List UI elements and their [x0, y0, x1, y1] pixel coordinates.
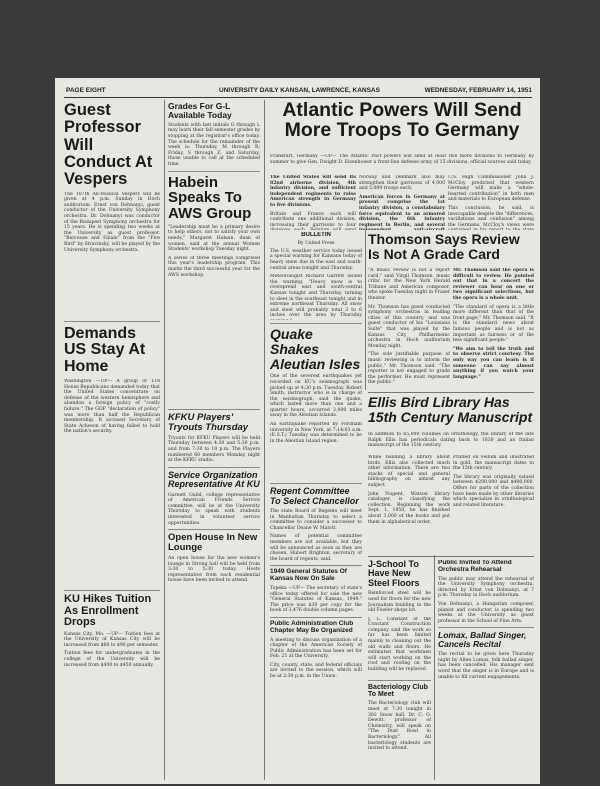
- thomson-p4: Mr. Thomson said the opera is difficult to review. He pointed out that in a concert the reviewer can hear on one or two significant selections, but the opera is a whole unit.: [453, 268, 534, 301]
- jschool-story: Reinforced steel will be used for floors for the new Journalism building in the old Fowler shops lot.: [368, 591, 431, 614]
- thomson-p3: "The sole justifiable purpose of music reviewing is to inform the public," Mr. Thomson said. "The reporter is not engaged to grade the performer. He must represent the public.": [368, 352, 450, 386]
- tuition-headline: KU Hikes Tuition As Enrollment Drops: [64, 592, 152, 629]
- stay-at-home-headline: Demands US Stay At Home: [64, 324, 146, 376]
- bacteriology-story: The Bacteriology club will meet at 7:30 tonight in 302 Snow hall. Dr. C. O. Dewitt, professor of Chemistry, will speak on "The Dust Bowl in Bacteriology." All bacteriology students are invited to attend.: [368, 701, 431, 752]
- story-divider: [168, 171, 260, 172]
- jschool-column: [368, 560, 431, 780]
- atlantic-col-a: [270, 175, 356, 230]
- service-headline: Service Organization Representative At KU: [168, 469, 260, 490]
- atlantic-p4: American forces in Germany at present comprise the 1st infantry division, a constabulary force equivalent to an armored division, the 6th infantry regiment in Berlin, and several: [359, 194, 445, 228]
- regent-headline: Regent Committee To Select Chancellor: [270, 486, 359, 506]
- regent-story-cont: Names of potential committee members are not available, but they will be announced as soon as they are chosen, Hubert Brighton, secretary of the board of regents, said.: [270, 534, 362, 562]
- header-rule: [64, 97, 532, 98]
- habein-story-cont: A series of three meetings comprised this year's leadership program. This marks the third successful year for the AWS workshop.: [168, 255, 260, 278]
- statutes-story: Topeka —UP— The secretary of state's office today offered for sale the new "General Statutes of Kansas, 1949." The price was $30 per copy for the book of 3,476 double column pages.: [270, 585, 362, 614]
- tuition-story: Kansas City, Mo. —UP— Tuition fees at the University of Kansas City will be increased from $60 to $90 per semester.: [64, 631, 160, 648]
- admin-club-story: A meeting to discuss organization of a chapter of the American Society of Public Administration has been set for Feb. 21 at the University.: [270, 637, 362, 660]
- story-divider: [270, 565, 362, 566]
- atlantic-headline: Atlantic Powers Will Send More Troops To Germany: [282, 100, 522, 142]
- story-divider: [168, 409, 260, 410]
- admin-club-headline: Public Administration Club Chapter May Be Organized: [270, 619, 354, 634]
- atlantic-col-c: [448, 175, 534, 230]
- thomson-col-b: [453, 268, 534, 390]
- story-divider: [64, 321, 160, 322]
- regent-story: The state Board of Regents will meet in Manhattan Thursday to select a committee to consider a successor to Chancellor Deane W. Malott.: [270, 508, 362, 531]
- lomax-headline: Lomax, Ballad Singer, Cancels Recital: [438, 630, 527, 650]
- column-divider: [434, 555, 435, 780]
- bacteriology-headline: Bacteriology Club To Meet: [368, 683, 428, 699]
- jschool-headline: J-School To Have New Steel Floors: [368, 560, 420, 588]
- vespers-headline: Guest Professor Will Conduct At Vespers: [64, 102, 153, 189]
- ellis-p2: While building a library about birds, Ellis also collected much other information. There are two stacks of special and general bibliography on almost any subject.: [368, 455, 450, 488]
- thomson-p1: "A music review is not a report card," said Virgil Thomson, music critic for the New York Herald Tribune and American composer, who spoke Tuesday night in Fraser theater.: [368, 268, 450, 301]
- atlantic-p3: Norway and Denmark also may strengthen their garrisons of 4,000 and 5,000 troops each.: [359, 175, 445, 192]
- atlantic-lead-text: Frankfurt, Germany —UP— The Atlantic Pact powers will send at least five more divisions to Germany by summer to give Gen. Dwight D. Eisenhower a front-line defense army of 15 divisions, official sources said today.: [270, 154, 534, 165]
- thomson-p6: "We aim to tell the truth and to observe strict courtesy. The only way you can learn is if someone can say almost anything if you watch your language.": [453, 346, 534, 380]
- ellis-col-a: [368, 455, 450, 555]
- ellis-p5: The library was originally valued between $200,000 and $400,000. Offers for parts of the collection have been made by other libraries which specialize in ornithological and related literature.: [453, 474, 534, 508]
- bulletin-title: BULLETIN: [301, 232, 331, 238]
- page-header: [64, 87, 532, 97]
- section-rule: [368, 556, 534, 557]
- lead-headline-block: [270, 100, 534, 156]
- ellis-lead: [368, 432, 534, 454]
- ellis-p1: In addition to 65,000 volumes on ornithology, the library of the late Ralph Ellis has periodicals dating back to 1830 and an Italian manuscript of the 15th century.: [368, 432, 534, 449]
- issue-date: WEDNESDAY, FEBRUARY 14, 1951: [424, 87, 532, 94]
- story-divider: [438, 627, 534, 628]
- kfku-headline: KFKU Players' Tryouts Thursday: [168, 411, 249, 433]
- column-divider: [164, 100, 165, 780]
- stay-at-home-story: Washington —UP— A group of 118 House Republicans demanded today that the United States concentrate on defense of the western hemisphere and abandon a foreign policy of "costly failure." The GOP "declaration of policy" was more than half the Republican membership. It accused Secretary of State Acheson of having failed to hold the nation's security.: [64, 378, 160, 435]
- newspaper-name: UNIVERSITY DAILY KANSAN, LAWRENCE, KANSAS: [219, 87, 380, 94]
- atlantic-p1: The United States will send its 82nd airborne division, 4th infantry division, and sufficient independent regiments to raise American strength in Germany to five divisions.: [270, 175, 356, 208]
- column-divider: [365, 230, 366, 390]
- story-divider: [270, 323, 362, 324]
- thomson-p2: Mr. Thomson has guest conducted symphony orchestras in leading cities of this country, and was guest conductor of his "Louisiana Suite" that was played by the Kansas City Philharmonic orchestra in Hoch auditorium Monday night.: [368, 304, 450, 349]
- ellis-p4: Printed on vellum and illustrated in gold, the manuscript dates to the 15th century.: [453, 455, 534, 472]
- page-number: PAGE EIGHT: [66, 87, 106, 94]
- story-divider: [168, 467, 260, 468]
- ellis-headline-block: [368, 395, 534, 435]
- thomson-col-a: [368, 268, 450, 390]
- atlantic-p2: Britain and France each will contribute one additional division, increasing their garrisons to four: [270, 211, 356, 228]
- bulletin-byline: By United Press: [297, 241, 335, 247]
- service-story: Garnett Guild, college representative of American Friends Service committee, will be at the University Thursday to speak with students interested in volunteer service opportunities.: [168, 492, 260, 526]
- right-bottom-column: [438, 560, 534, 780]
- atlantic-p6: U.S. High Commissioner John J. McCloy predicted that western Germany will make a "whole-hearted contribution" in both men and materials to European defense.: [448, 175, 534, 203]
- jschool-story-cont: J. L. Constant of the Constant Construction company said the work so far has been limited mainly to cleaning out the old walls and floors. He estimated that workmen will start working on the roof and roofing on the building will be replaced.: [368, 616, 431, 673]
- habein-headline: Habein Speaks To AWS Group: [168, 173, 252, 223]
- quake-story-cont: An earthquake reported by Fordham university in New York, at 7:14:03 a.m. (E.S.T.) Tuesday was determined to be in the Aleutian Island region.: [270, 422, 362, 444]
- habein-story: "Leadership must be a primary desire to help others, not to satisfy your own needs," Margaret Habein, dean of women, said at the annual Women Students' workshop Tuesday night.: [168, 224, 260, 253]
- grades-story: Students with last initials G through L may learn their fall semester grades by stopping at the registrar's office today. The schedule for the remainder of the week is: Thursday, M through R; Friday, S through Z; and Saturday, those unable to call at the scheduled time.: [168, 122, 260, 167]
- quake-headline: Quake Shakes Aleutian Isles: [270, 326, 361, 372]
- statutes-headline: 1949 General Statutes Of Kansas Now On Sale: [270, 568, 347, 583]
- column-third: [270, 232, 362, 780]
- atlantic-p7: This conclusion, he said, is inescapable despite the "differences, vacillations and confusion" among the Germans. McCloy's views were: [448, 205, 534, 228]
- thomson-headline: Thomson Says Review Is Not A Grade Card: [368, 232, 520, 262]
- column-second: [168, 102, 260, 780]
- lomax-story: The recital to be given here Thursday night by Allen Lomax, folk ballad singer, has been cancelled. His manager sent word that the singer is in Europe and is unable to fill current engagements.: [438, 652, 534, 680]
- bulletin-story: The U.S. weather service today issued a special warning for Kansans today of heavy snow due in the east and south-central areas tonight and Thursday.: [270, 248, 362, 271]
- admin-club-story-cont: City, county, state, and federal officials are invited to the session, which will be at 2:30 p.m. in the Union.: [270, 662, 362, 680]
- atlantic-col-b: [359, 175, 445, 230]
- thomson-p5: "The standard of opera is a little more different than that of the front page," Mr. Thomson said. "It is the standard news about famous people and is not as important as fairness or of the less significant people.": [453, 304, 534, 344]
- story-divider: [270, 483, 362, 484]
- quake-story: One of the severest earthquakes yet recorded on KU's seismograph was picked up at 4:30 p.m. Tuesday. Robert Smith, instructor who is in charge of the seismograph, said the quake, which lasted more than one and a quarter hours, occurred 2,000 miles away in the Aleutian Islands.: [270, 374, 362, 419]
- open-house-headline: Open House In New Lounge: [168, 532, 258, 554]
- grades-headline: Grades For G-L Available Today: [168, 102, 232, 120]
- rehearsal-story-cont: Von Dohnanyi, a Hungarian composer, pianist and conductor, is spending two weeks at the University as guest professor in the School of Fine Arts.: [438, 602, 534, 624]
- story-divider: [168, 529, 260, 530]
- vespers-story: The 107th All-Musical Vespers will be given at 4 p.m. Sunday in Hoch auditorium. Ernst von Dohnanyi, guest conductor of the University Symphony orchestra. Dr. Dohnanyi was conductor of the Budapest Symphony orchestra for 15 years. He is spending two weeks at the University as guest professor. "Berceuse and Finale" from the "Fire Bird" by Stravinsky, will be played by the University Symphony orchestra.: [64, 191, 160, 253]
- kfku-story: Tryouts for KFKU Players will be held Thursday between 4:30 and 5:30 p.m. and from 7:30 to 10 p.m. The Players numbered 60 members Monday night at the KFKU studio.: [168, 435, 260, 464]
- story-divider: [270, 617, 362, 618]
- open-house-story: An open house for the new women's lounge in Strong hall will be held from 3:30 to 5:30 today. Hosts representative from each residential house have been invited to attend.: [168, 556, 260, 584]
- bulletin-story-cont: Meteorologist Richard Garrett issued the warning. "Heavy snow is to overspread east and south-central Kansas tonight and Thursday, turning to sleet in the southeast tonight and in extreme northeast Thursday. All snow and sleet will probably total 3 to 6 inches over the area by Thursday: [270, 274, 362, 319]
- rehearsal-headline: Public Invited To Attend Orchestra Rehearsal: [438, 560, 512, 573]
- atlantic-lead: [270, 154, 534, 174]
- tuition-story-cont: Tuition fees for undergraduates in the college of the University will be increased from $400 to $450 annually.: [64, 651, 160, 668]
- ellis-headline: Ellis Bird Library Has 15th Century Manuscript: [368, 395, 533, 425]
- story-divider: [368, 680, 431, 681]
- rehearsal-story: The public may attend the rehearsal of the University Symphony orchestra, directed by Ernst von Dohnanyi, at 7 p.m. Thursday in Hoch auditorium.: [438, 576, 534, 599]
- story-divider: [64, 590, 160, 591]
- section-rule: [368, 392, 534, 393]
- column-left: [64, 102, 160, 780]
- ellis-col-b: [453, 455, 534, 555]
- ellis-p3: John Nugent, Watson library cataloger, is classifying the collection. Beginning the work Sept. 1, 1950, he has finished about 3,000 of the books and put them in alphabetical order.: [368, 491, 450, 525]
- column-divider: [264, 100, 265, 780]
